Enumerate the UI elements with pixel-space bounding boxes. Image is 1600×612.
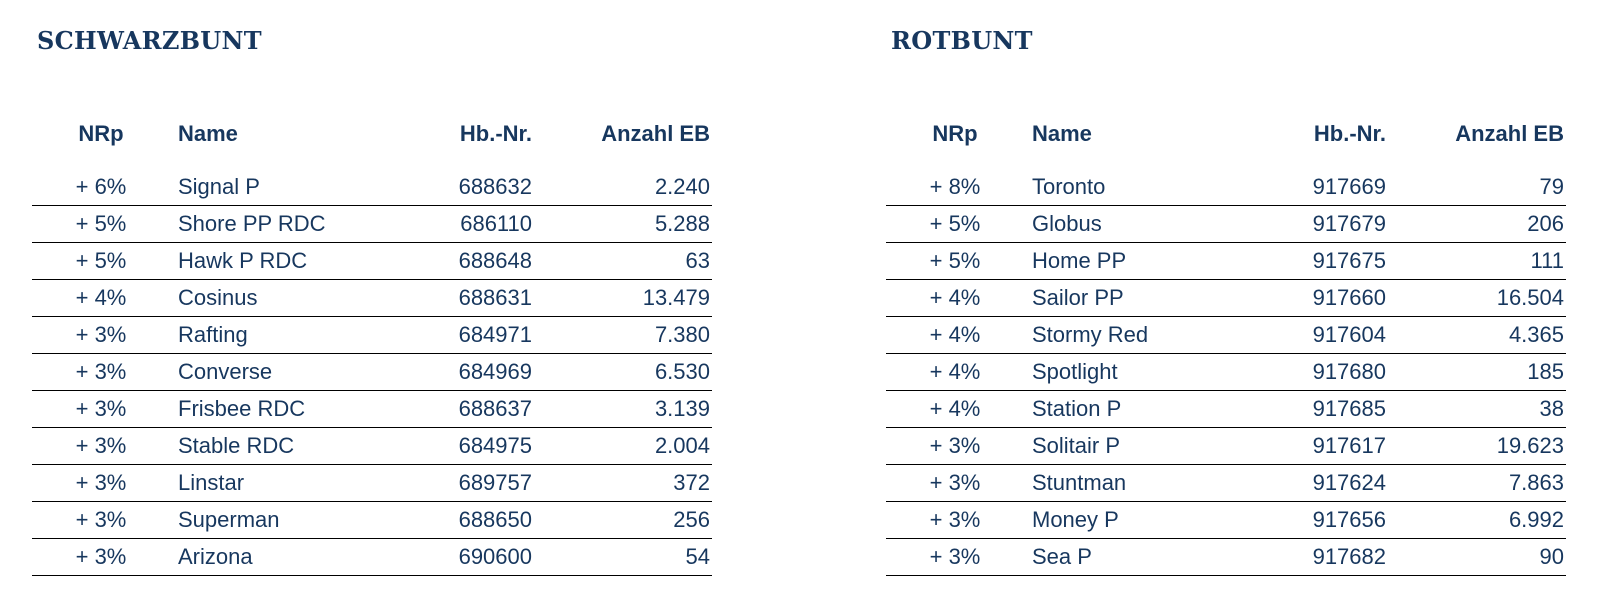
cell-hb-nr: 688637 [382, 391, 532, 428]
cell-anzahl-eb: 372 [532, 465, 712, 502]
header-hb-nr: Hb.-Nr. [459, 121, 532, 146]
cell-nrp: + 8% [886, 169, 1022, 206]
cell-anzahl-eb: 206 [1386, 206, 1566, 243]
section-title: SCHWARZBUNT [37, 26, 262, 55]
cell-name: Linstar [168, 465, 382, 502]
table-row [32, 428, 712, 465]
cell-hb-nr: 917675 [1236, 243, 1386, 280]
cell-anzahl-eb: 7.380 [532, 317, 712, 354]
cell-name: Spotlight [1022, 354, 1236, 391]
table-header-row [886, 115, 1566, 153]
cell-hb-nr: 688648 [382, 243, 532, 280]
cell-nrp: + 4% [886, 354, 1022, 391]
table-row [32, 539, 712, 576]
cell-hb-nr: 684975 [382, 428, 532, 465]
cell-name: Stuntman [1022, 465, 1236, 502]
cell-nrp: + 3% [32, 428, 168, 465]
cell-name: Solitair P [1022, 428, 1236, 465]
table-row [886, 243, 1566, 280]
header-anzahl-eb: Anzahl EB [601, 121, 710, 146]
cell-nrp: + 3% [32, 391, 168, 428]
cell-anzahl-eb: 79 [1386, 169, 1566, 206]
table-row [886, 354, 1566, 391]
cell-name: Station P [1022, 391, 1236, 428]
table-row [886, 317, 1566, 354]
table-header-row [32, 115, 712, 153]
table-row [32, 169, 712, 206]
cell-nrp: + 6% [32, 169, 168, 206]
cell-name: Home PP [1022, 243, 1236, 280]
cell-hb-nr: 684971 [382, 317, 532, 354]
table-row [32, 465, 712, 502]
cell-hb-nr: 686110 [382, 206, 532, 243]
cell-anzahl-eb: 13.479 [532, 280, 712, 317]
ranking-table [886, 115, 1566, 576]
table-row [32, 317, 712, 354]
cell-nrp: + 3% [32, 317, 168, 354]
cell-anzahl-eb: 54 [532, 539, 712, 576]
cell-nrp: + 3% [886, 428, 1022, 465]
table-row [32, 354, 712, 391]
cell-name: Frisbee RDC [168, 391, 382, 428]
cell-name: Toronto [1022, 169, 1236, 206]
table-row [886, 169, 1566, 206]
cell-nrp: + 3% [886, 465, 1022, 502]
cell-name: Arizona [168, 539, 382, 576]
table-row [886, 465, 1566, 502]
cell-name: Converse [168, 354, 382, 391]
cell-name: Globus [1022, 206, 1236, 243]
cell-name: Stormy Red [1022, 317, 1236, 354]
cell-name: Superman [168, 502, 382, 539]
cell-anzahl-eb: 3.139 [532, 391, 712, 428]
table-row [886, 428, 1566, 465]
table-row [886, 539, 1566, 576]
cell-hb-nr: 917656 [1236, 502, 1386, 539]
cell-name: Shore PP RDC [168, 206, 382, 243]
header-nrp: NRp [78, 121, 124, 146]
cell-hb-nr: 917685 [1236, 391, 1386, 428]
table-row [886, 391, 1566, 428]
cell-nrp: + 3% [32, 502, 168, 539]
cell-nrp: + 5% [886, 206, 1022, 243]
cell-anzahl-eb: 5.288 [532, 206, 712, 243]
header-anzahl-eb: Anzahl EB [1455, 121, 1564, 146]
cell-anzahl-eb: 90 [1386, 539, 1566, 576]
table-row [32, 502, 712, 539]
spacer-cell [886, 153, 1566, 169]
cell-hb-nr: 684969 [382, 354, 532, 391]
cell-anzahl-eb: 7.863 [1386, 465, 1566, 502]
cell-anzahl-eb: 19.623 [1386, 428, 1566, 465]
cell-anzahl-eb: 4.365 [1386, 317, 1566, 354]
cell-name: Cosinus [168, 280, 382, 317]
cell-name: Signal P [168, 169, 382, 206]
header-name: Name [178, 121, 238, 146]
cell-hb-nr: 688632 [382, 169, 532, 206]
spacer-cell [32, 153, 712, 169]
cell-nrp: + 4% [886, 280, 1022, 317]
cell-name: Stable RDC [168, 428, 382, 465]
cell-anzahl-eb: 16.504 [1386, 280, 1566, 317]
table-row [886, 280, 1566, 317]
cell-hb-nr: 917617 [1236, 428, 1386, 465]
cell-anzahl-eb: 6.992 [1386, 502, 1566, 539]
cell-anzahl-eb: 111 [1386, 243, 1566, 280]
cell-name: Rafting [168, 317, 382, 354]
schwarzbunt-section [32, 0, 712, 612]
cell-hb-nr: 917682 [1236, 539, 1386, 576]
cell-hb-nr: 917679 [1236, 206, 1386, 243]
cell-hb-nr: 917680 [1236, 354, 1386, 391]
header-nrp: NRp [932, 121, 978, 146]
header-spacer [32, 153, 712, 169]
section-title: ROTBUNT [891, 26, 1033, 55]
cell-nrp: + 5% [32, 243, 168, 280]
cell-nrp: + 4% [32, 280, 168, 317]
table-row [886, 206, 1566, 243]
cell-nrp: + 3% [32, 539, 168, 576]
header-name: Name [1032, 121, 1092, 146]
table-row [32, 391, 712, 428]
cell-anzahl-eb: 38 [1386, 391, 1566, 428]
cell-name: Hawk P RDC [168, 243, 382, 280]
ranking-table [32, 115, 712, 576]
cell-nrp: + 3% [886, 539, 1022, 576]
cell-anzahl-eb: 185 [1386, 354, 1566, 391]
cell-hb-nr: 917624 [1236, 465, 1386, 502]
cell-nrp: + 3% [886, 502, 1022, 539]
cell-nrp: + 5% [32, 206, 168, 243]
cell-anzahl-eb: 256 [532, 502, 712, 539]
header-hb-nr: Hb.-Nr. [1313, 121, 1386, 146]
cell-nrp: + 4% [886, 317, 1022, 354]
cell-hb-nr: 689757 [382, 465, 532, 502]
cell-hb-nr: 688650 [382, 502, 532, 539]
table-row [32, 206, 712, 243]
cell-anzahl-eb: 2.240 [532, 169, 712, 206]
cell-hb-nr: 917660 [1236, 280, 1386, 317]
cell-anzahl-eb: 6.530 [532, 354, 712, 391]
cell-anzahl-eb: 2.004 [532, 428, 712, 465]
cell-nrp: + 3% [32, 465, 168, 502]
cell-hb-nr: 917604 [1236, 317, 1386, 354]
cell-name: Sea P [1022, 539, 1236, 576]
table-row [32, 243, 712, 280]
cell-anzahl-eb: 63 [532, 243, 712, 280]
rotbunt-section [886, 0, 1566, 612]
table-row [886, 502, 1566, 539]
cell-name: Money P [1022, 502, 1236, 539]
header-spacer [886, 153, 1566, 169]
cell-hb-nr: 917669 [1236, 169, 1386, 206]
cell-nrp: + 4% [886, 391, 1022, 428]
cell-nrp: + 5% [886, 243, 1022, 280]
cell-nrp: + 3% [32, 354, 168, 391]
cell-hb-nr: 690600 [382, 539, 532, 576]
table-row [32, 280, 712, 317]
cell-hb-nr: 688631 [382, 280, 532, 317]
cell-name: Sailor PP [1022, 280, 1236, 317]
